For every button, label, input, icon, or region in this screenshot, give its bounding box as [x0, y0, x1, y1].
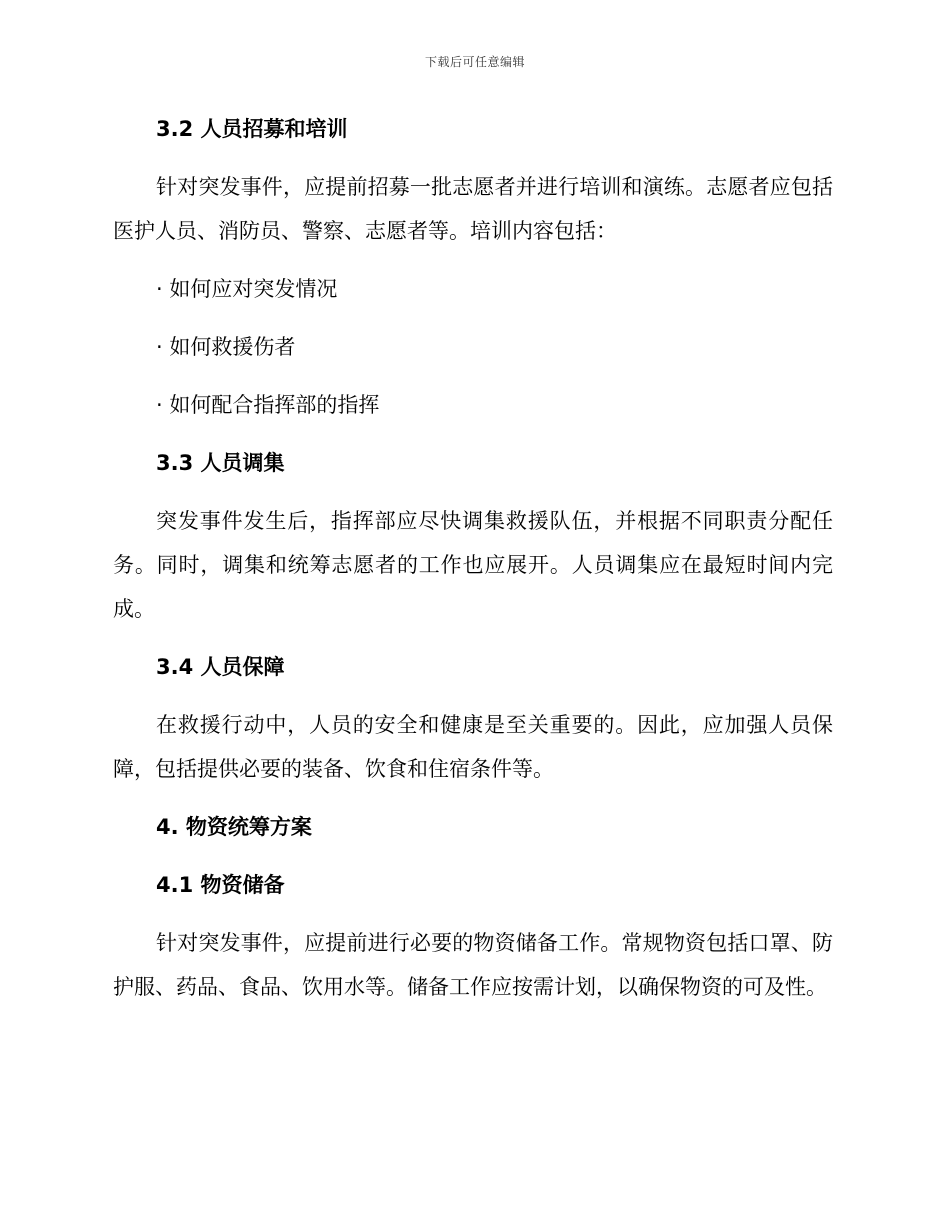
document-body [113, 107, 833, 1023]
page-header: 下载后可任意编辑 [424, 55, 525, 69]
section-heading-3-2: 3.2 人员招募和培训 [156, 117, 348, 141]
paragraph-3-4: 在救援行动中，人员的安全和健康是至关重要的。因此，应加强人员保障，包括提供必要的装备、饮食和住宿条件等。 [113, 713, 833, 781]
bullet-item: · 如何应对突发情况 [156, 277, 338, 301]
section-heading-4: 4. 物资统筹方案 [156, 815, 312, 839]
section-heading-4-1: 4.1 物资储备 [156, 873, 285, 897]
paragraph-3-3: 突发事件发生后，指挥部应尽快调集救援队伍，并根据不同职责分配任务。同时，调集和统筹志愿者的工作也应展开。人员调集应在最短时间内完成。 [113, 509, 833, 621]
bullet-item: · 如何配合指挥部的指挥 [156, 393, 380, 417]
section-heading-3-3: 3.3 人员调集 [156, 451, 285, 475]
paragraph-3-2: 针对突发事件，应提前招募一批志愿者并进行培训和演练。志愿者应包括医护人员、消防员、警察、志愿者等。培训内容包括： [113, 175, 833, 243]
paragraph-4-1: 针对突发事件，应提前进行必要的物资储备工作。常规物资包括口罩、防护服、药品、食品、饮用水等。储备工作应按需计划，以确保物资的可及性。 [113, 931, 833, 999]
bullet-item: · 如何救援伤者 [156, 335, 296, 359]
section-heading-3-4: 3.4 人员保障 [156, 655, 285, 679]
